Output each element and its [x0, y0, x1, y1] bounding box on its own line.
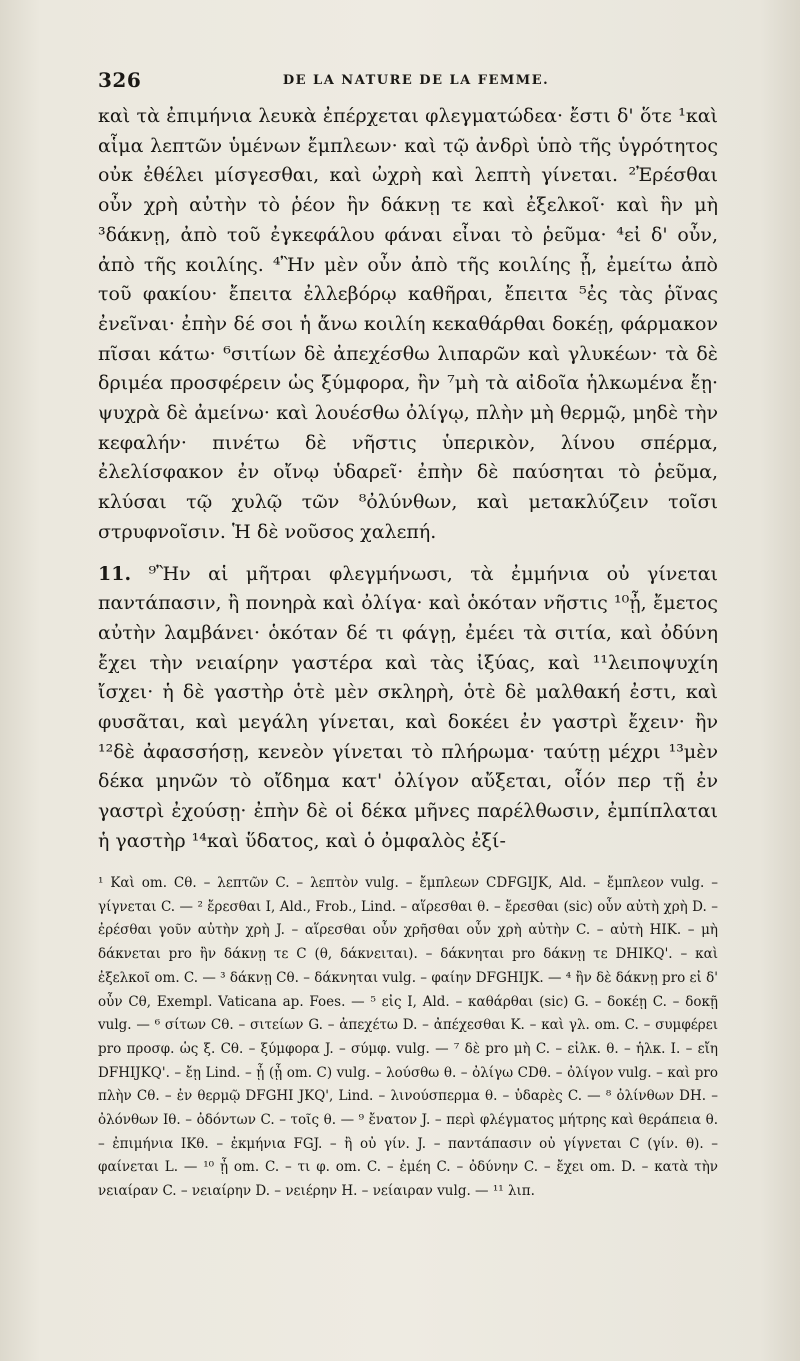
section-number: 11. — [98, 562, 132, 585]
page-number: 326 — [98, 68, 142, 92]
paragraph-1: καὶ τὰ ἐπιμήνια λευκὰ ἐπέρχεται φλεγματώδεα· ἔστι δ' ὅτε ¹καὶ αἷμα λεπτῶν ὑμένων ἔμπλεων· καὶ τῷ ἀνδρὶ ὑπὸ τῆς ὑγρότητος οὐκ ἐθέλει μίσγεσθαι, καὶ ὠχρὴ καὶ λεπτὴ γίνεται. ²Ἐρέσθαι οὖν χρὴ αὐτὴν τὸ ῥέον ἣν δάκνῃ τε καὶ ἐξελκοῖ· καὶ ἣν μὴ ³δάκνῃ, ἀπὸ τοῦ ἐγκεφάλου φάναι εἶναι τὸ ῥεῦμα· ⁴εἰ δ' οὖν, ἀπὸ τῆς κοιλίης. ⁴Ἢν μὲν οὖν ἀπὸ τῆς κοιλίης ᾖ, ἐμείτω ἀπὸ τοῦ φακίου· ἔπειτα ἐλλεβόρῳ καθῆραι, ἔπειτα ⁵ἐς τὰς ῥῖνας ἐνεῖναι· ἐπὴν δέ σοι ἡ ἄνω κοιλίη κεκαθάρθαι δοκέῃ, φάρμακον πῖσαι κάτω· ⁶σιτίων δὲ ἀπεχέσθω λιπαρῶν καὶ γλυκέων· τὰ δὲ δριμέα προσφέρειν ὡς ξύμφορα, ἢν ⁷μὴ τὰ αἰδοῖα ἡλκωμένα ἔῃ· ψυχρὰ δὲ ἀμείνω· καὶ λουέσθω ὀλίγῳ, πλὴν μὴ θερμῷ, μηδὲ τὴν κεφαλήν· πινέτω δὲ νῆστις ὑπερικὸν, λίνου σπέρμα, ἐλελίσφακον ἐν οἴνῳ ὑδαρεῖ· ἐπὴν δὲ παύσηται τὸ ῥεῦμα, κλύσαι τῷ χυλῷ τῶν ⁸ὀλύνθων, καὶ μετακλύζειν τοῖσι στρυφνοῖσιν. Ἡ δὲ νοῦσος χαλεπή. — [98, 105, 718, 543]
section-11-paragraph — [98, 560, 718, 857]
paragraph-2: ⁹Ἢν αἱ μῆτραι φλεγμήνωσι, τὰ ἐμμήνια οὐ γίνεται παντάπασιν, ἢ πονηρὰ καὶ ὀλίγα· καὶ ὁκόταν νῆστις ¹⁰ᾖ, ἔμετος αὐτὴν λαμβάνει· ὁκόταν δέ τι φάγῃ, ἐμέει τὰ σιτία, καὶ ὀδύνη ἔχει τὴν νειαίρην γαστέρα καὶ τὰς ἰξύας, καὶ ¹¹λειποψυχίη ἴσχει· ἡ δὲ γαστὴρ ὁτὲ μὲν σκληρὴ, ὁτὲ δὲ μαλθακή ἐστι, καὶ φυσᾶται, καὶ μεγάλη γίνεται, καὶ δοκέει ἐν γαστρὶ ἔχειν· ἢν ¹²δὲ ἀφασσήσῃ, κενεὸν γίνεται τὸ πλήρωμα· ταύτῃ μέχρι ¹³μὲν δέκα μηνῶν τὸ οἴδημα κατ' ὀλίγον αὔξεται, οἷόν περ τῇ ἐν γαστρὶ ἐχούσῃ· ἐπὴν δὲ οἱ δέκα μῆνες παρέλθωσιν, ἐμπίπλαται ἡ γαστὴρ ¹⁴καὶ ὕδατος, καὶ ὁ ὀμφαλὸς ἐξί- — [98, 562, 718, 852]
footnotes — [98, 872, 718, 1204]
footnotes-text: ¹ Καὶ om. Cθ. – λεπτῶν C. – λεπτὸν vulg. – ἔμπλεων CDFGIJK, Ald. – ἔμπλεον vulg. – γίγνεται C. — ² ἔρεσθαι I, Ald., Frob., Lind. – αἵρεσθαι θ. – ἔρεσθαι (sic) οὖν αὐτὴ χρὴ D. – ἐρέσθαι γοῦν αὐτὴν χρὴ J. – αἵρεσθαι οὖν χρῆσθαι οὖν χρὴ αὐτὴν C. – αὐτὴ HIK. – μὴ δάκνεται pro ἢν δάκνῃ τε C (θ, δάκνειται). – δάκνηται pro δάκνῃ τε DHIKQ'. – καὶ ἐξελκοῖ om. C. — ³ δάκνῃ Cθ. – δάκνηται vulg. – φαίην DFGHIJK. — ⁴ ἢν δὲ δάκνῃ pro εἰ δ' οὖν Cθ, Exempl. Vaticana ap. Foes. — ⁵ εἰς I, Ald. – καθάρθαι (sic) G. – δοκέῃ C. – δοκῇ vulg. — ⁶ σίτων Cθ. – σιτείων G. – ἀπεχέτω D. – ἀπέχεσθαι K. – καὶ γλ. om. C. – συμφέρει pro προσφ. ὡς ξ. Cθ. – ξύμφορα J. – σύμφ. vulg. — ⁷ δὲ pro μὴ C. – εἰλκ. θ. – ἡλκ. I. – εἴη DFHIJKQ'. – ἔῃ Lind. – ᾖ (ᾖ om. C) vulg. – λούσθω θ. – ὀλίγω CDθ. – ὀλίγον vulg. – καὶ pro πλὴν Cθ. – ἐν θερμῷ DFGHI JKQ', Lind. – λινούσπερμα θ. – ὑδαρὲς C. — ⁸ ὀλίνθων DH. – ὀλόνθων Iθ. – ὀδόντων C. – τοῖς θ. — ⁹ ἔνατον J. – περὶ φλέγματος μήτρης καὶ θεράπεια θ. – ἐπιμήνια IKθ. – ἐκμήνια FGJ. – ἢ οὐ γίν. J. – παντάπασιν οὐ γίγνεται C (γίν. θ). – φαίνεται L. — ¹⁰ ᾖ om. C. – τι φ. om. C. – ἐμέη C. – ὀδύνην C. – ἔχει om. D. – κατὰ τὴν νειαίραν C. – νειαίρην D. – νειέρην H. – νείαιραν vulg. — ¹¹ λιπ. — [98, 875, 718, 1200]
page-header — [98, 68, 734, 98]
running-head: DE LA NATURE DE LA FEMME. — [282, 73, 550, 88]
main-text — [98, 102, 718, 857]
